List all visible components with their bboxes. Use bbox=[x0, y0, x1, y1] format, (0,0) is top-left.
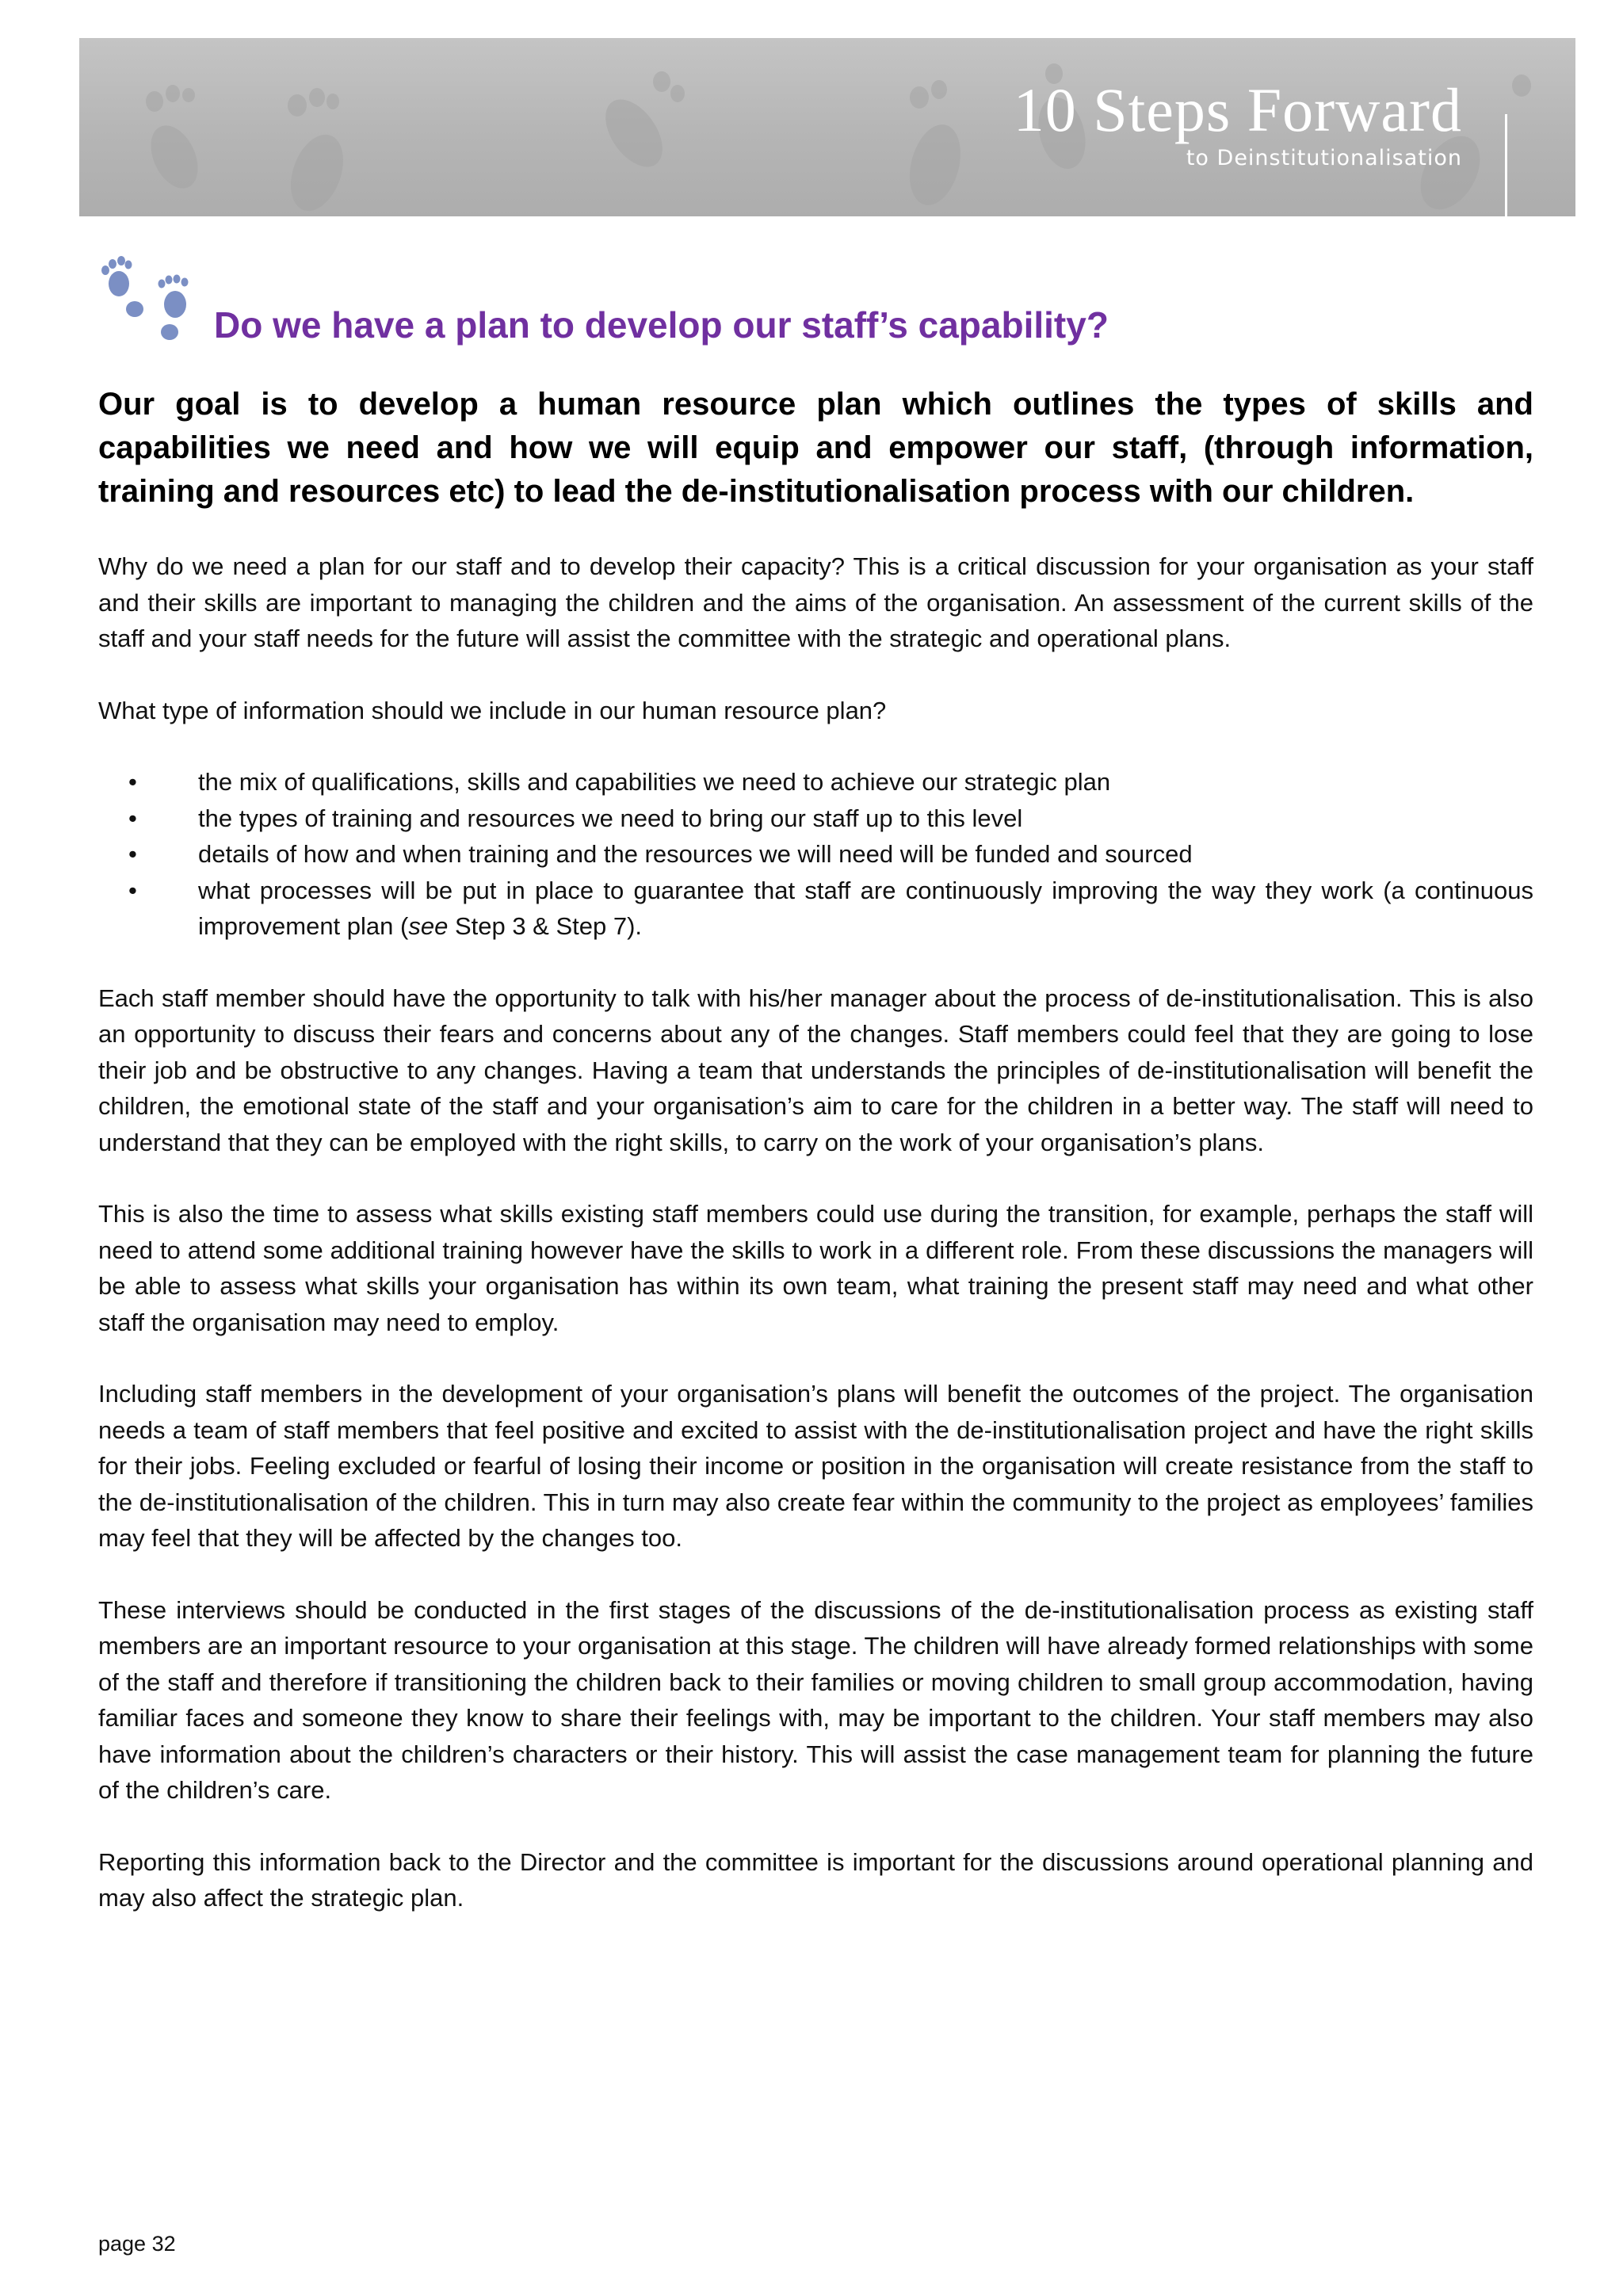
document-body bbox=[98, 383, 1533, 1952]
list-item-text: the mix of qualifications, skills and capabilities we need to achieve our strategic plan bbox=[198, 768, 1111, 796]
paragraph-why-plan: Why do we need a plan for our staff and to develop their capacity? This is a critical discussion for your organisation as your staff and their skills are important to managing the children and the aims of the organisation. An assessment of the current skills of the staff and your staff needs for the future will assist the committee with the strategic and operational plans. bbox=[98, 552, 1533, 652]
paragraph-interviews: These interviews should be conducted in the first stages of the discussions of the de-institutionalisation process as existing staff members are an important resource to your organisation at this stage. The children will have already formed relationships with some of the staff and therefore if transitioning the children back to their families or moving children to small group accommodation, having familiar faces and someone they know to share their feelings with, may be important to the children. Your staff members may also have information about the children’s characters or their history. This will assist the case management team for planning the future of the children’s care. bbox=[98, 1595, 1533, 1804]
section-heading: Do we have a plan to develop our staff’s capability? bbox=[214, 304, 1109, 346]
paragraph-info-question: What type of information should we include in our human resource plan? bbox=[98, 696, 887, 724]
footprints-icon bbox=[95, 252, 206, 347]
list-item bbox=[98, 800, 1533, 837]
bullet-marker: • bbox=[128, 804, 137, 832]
list-item bbox=[98, 764, 1533, 800]
list-item bbox=[98, 873, 1533, 945]
list-item-text: what processes will be put in place to guarantee that staff are continuously improving the way they work (a continuous improvement plan ( bbox=[198, 876, 1533, 940]
header-banner bbox=[79, 38, 1575, 216]
goal-statement: Our goal is to develop a human resource plan which outlines the types of skills and capabilities we need and how we will equip and empower our staff, (through information, training and resources etc) to lead the de-institutionalisation process with our children. bbox=[98, 387, 1533, 509]
list-item-text: details of how and when training and the resources we will need will be funded and sourced bbox=[198, 840, 1193, 868]
paragraph-include-staff: Including staff members in the development of your organisation’s plans will benefit the outcomes of the project. The organisation needs a team of staff members that feel positive and excited to assist with the de-institutionalisation project and have the right skills for their jobs. Feeling excluded or fearful of losing their income or position in the organisation will create resistance from the staff to the de-institutionalisation of the children. This in turn may also create fear within the community to the project as employees’ families may feel that they will be affected by the changes too. bbox=[98, 1380, 1533, 1552]
list-item bbox=[98, 836, 1533, 873]
list-item-text-end: Step 3 & Step 7). bbox=[448, 912, 643, 940]
bullet-marker: • bbox=[128, 768, 137, 796]
list-item-emphasis: see bbox=[408, 912, 449, 940]
paragraph-reporting: Reporting this information back to the Director and the committee is important for the discussions around operational planning and may also affect the strategic plan. bbox=[98, 1847, 1533, 1912]
banner-divider bbox=[1505, 114, 1507, 216]
bullet-marker: • bbox=[128, 840, 137, 868]
bullet-list bbox=[98, 764, 1533, 945]
list-item-text: the types of training and resources we need to bring our staff up to this level bbox=[198, 804, 1023, 832]
banner-subtitle: to Deinstitutionalisation bbox=[1186, 146, 1462, 170]
page-number: page 32 bbox=[98, 2232, 176, 2256]
paragraph-staff-opportunity: Each staff member should have the opportunity to talk with his/her manager about the process of de-institutionalisation. This is also an opportunity to discuss their fears and concerns about any of the changes. Staff members could feel that they are going to lose their job and be obstructive to any changes. Having a team that understands the principles of de-institutionalisation will benefit the children, the emotional state of the staff and your organisation’s aim to care for the children in a better way. The staff will need to understand that they can be employed with the right skills, to carry on the work of your organisation’s plans. bbox=[98, 984, 1533, 1156]
bullet-marker: • bbox=[128, 876, 137, 904]
banner-title: 10 Steps Forward bbox=[1013, 75, 1462, 144]
paragraph-assess-skills: This is also the time to assess what skills existing staff members could use during the transition, for example, perhaps the staff will need to attend some additional training however have the skills to work in a different role. From these discussions the managers will be able to assess what skills your organisation has within its own team, what training the present staff may need and what other staff the organisation may need to employ. bbox=[98, 1200, 1533, 1336]
